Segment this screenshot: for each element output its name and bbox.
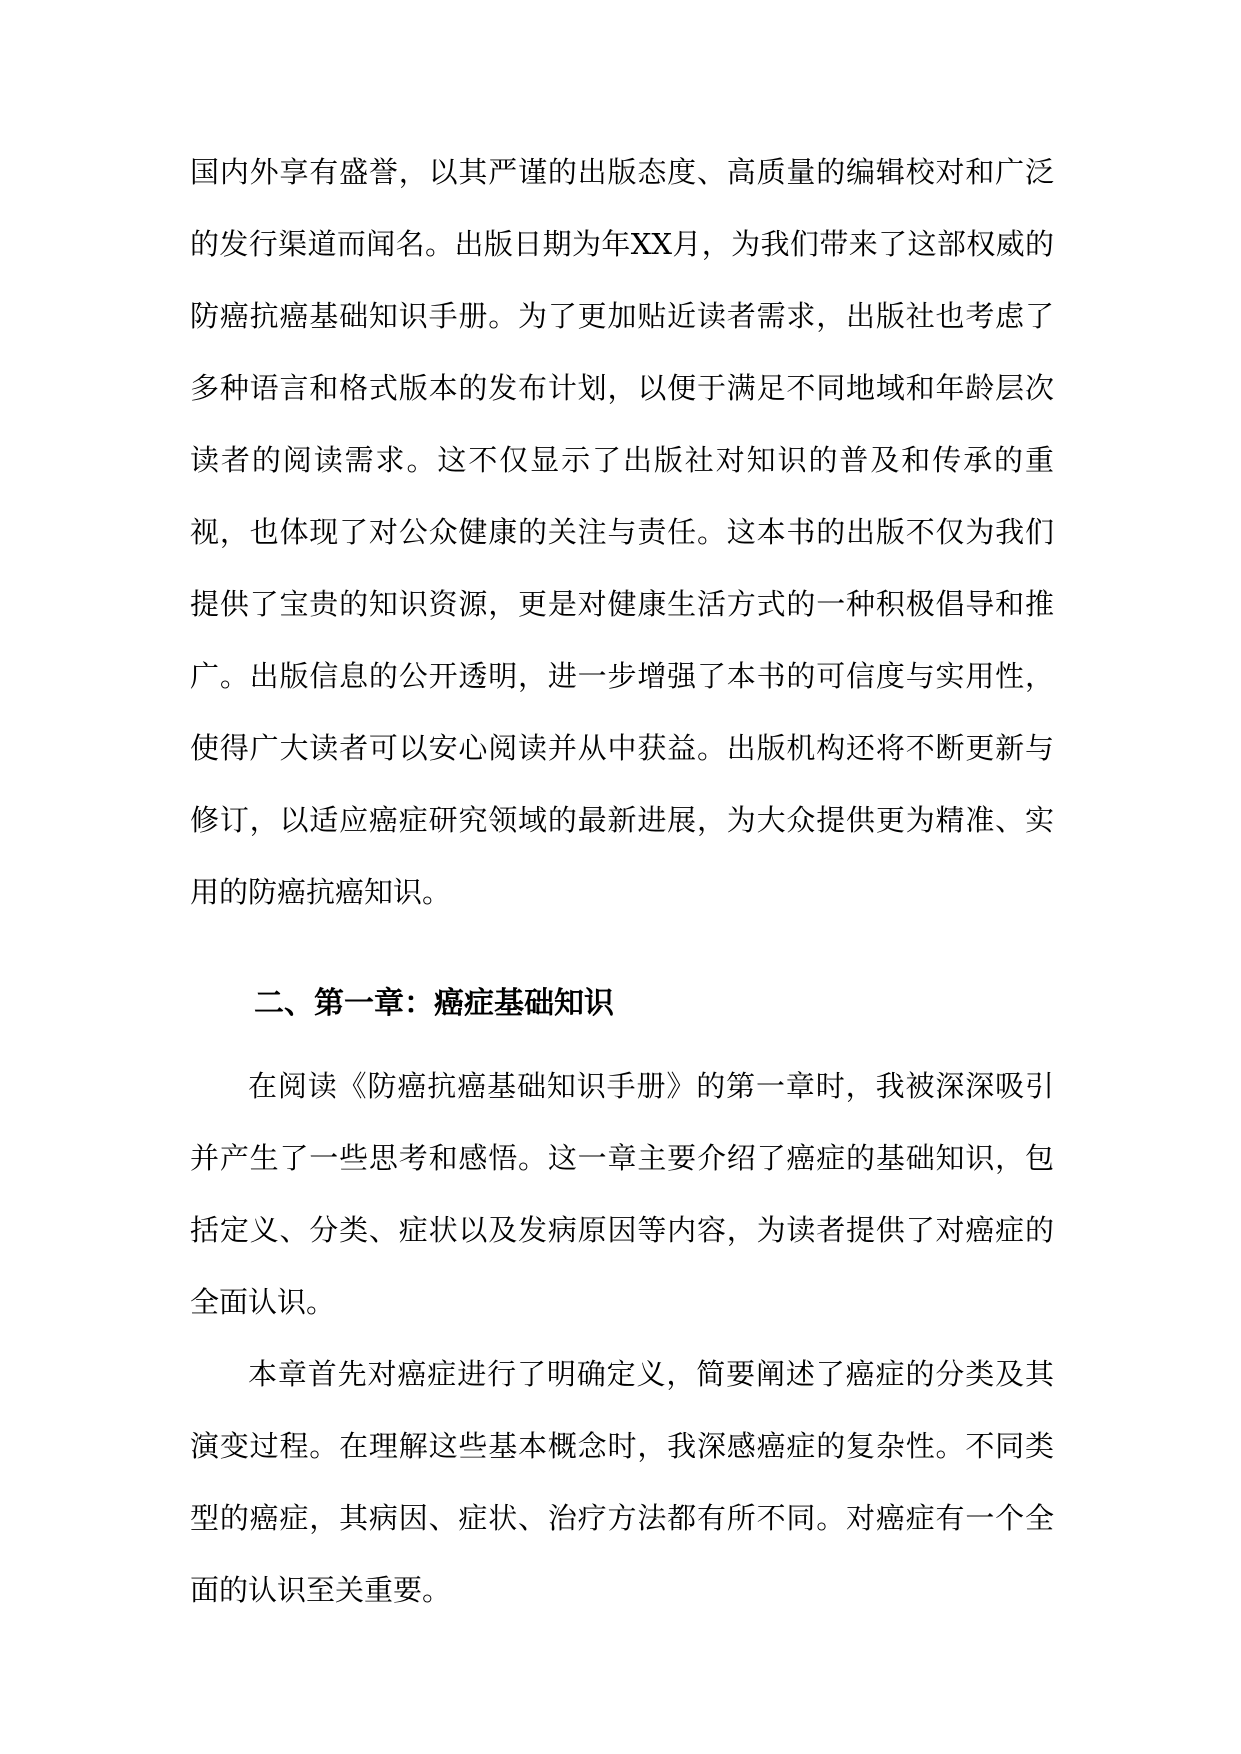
section-heading-chapter-1: 二、第一章：癌症基础知识 xyxy=(254,986,614,1021)
body-paragraph-publication-info: 国内外享有盛誉，以其严谨的出版态度、高质量的编辑校对和广泛的发行渠道而闻名。出版日期为年XX月，为我们带来了这部权威的防癌抗癌基础知识手册。为了更加贴近读者需求，出版社也考虑了多种语言和格式版本的发布计划，以便于满足不同地域和年龄层次读者的阅读需求。这不仅显示了出版社对知识的普及和传承的重视，也体现了对公众健康的关注与责任。这本书的出版不仅为我们提供了宝贵的知识资源，更是对健康生活方式的一种积极倡导和推广。出版信息的公开透明，进一步增强了本书的可信度与实用性，使得广大读者可以安心阅读并从中获益。出版机构还将不断更新与修订，以适应癌症研究领域的最新进展，为大众提供更为精准、实用的防癌抗癌知识。 xyxy=(190,155,1054,909)
page-body xyxy=(190,136,1054,1626)
body-paragraph-chapter-definition: 本章首先对癌症进行了明确定义，简要阐述了癌症的分类及其演变过程。在理解这些基本概念时，我深感癌症的复杂性。不同类型的癌症，其病因、症状、治疗方法都有所不同。对癌症有一个全面的认识至关重要。 xyxy=(190,1357,1054,1607)
spacer xyxy=(190,928,1054,968)
spacer xyxy=(190,1040,1054,1050)
body-paragraph-chapter-intro: 在阅读《防癌抗癌基础知识手册》的第一章时，我被深深吸引并产生了一些思考和感悟。这一章主要介绍了癌症的基础知识，包括定义、分类、症状以及发病原因等内容，为读者提供了对癌症的全面认识。 xyxy=(190,1069,1054,1319)
